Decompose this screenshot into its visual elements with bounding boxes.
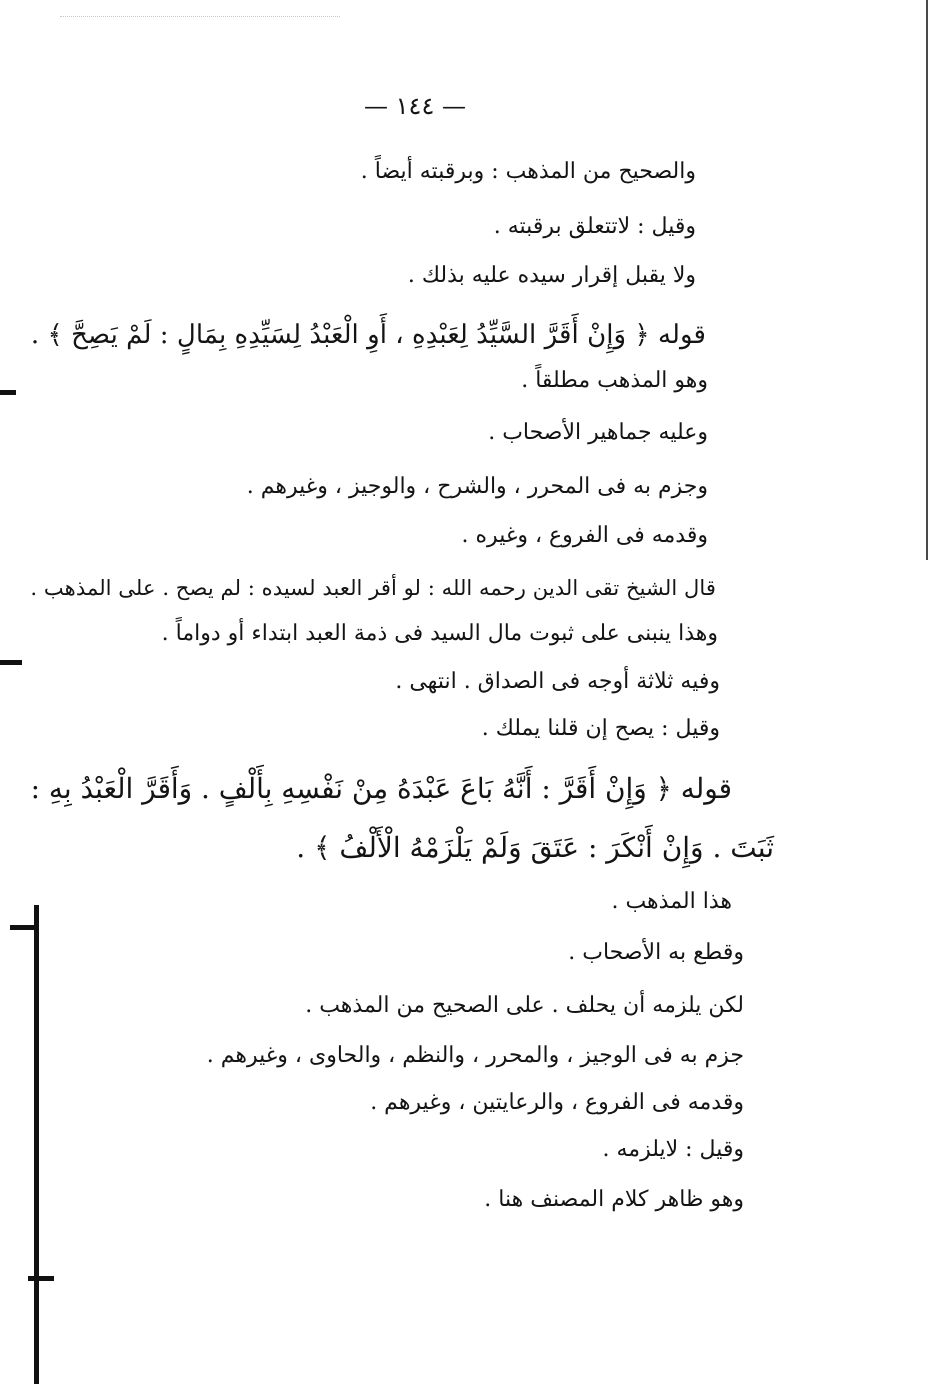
text-line: وهذا ينبنى على ثبوت مال السيد فى ذمة العبد ابتداء أو دواماً .	[161, 621, 718, 646]
binding-mark	[0, 390, 16, 395]
binding-line	[34, 905, 39, 1384]
text-line: وقطع به الأصحاب .	[568, 940, 744, 965]
text-line: وقيل : لاتتعلق برقبته .	[493, 214, 696, 239]
text-line: قال الشيخ تقى الدين رحمه الله : لو أقر العبد لسيده : لم يصح . على المذهب .	[30, 575, 716, 600]
text-line: وهو ظاهر كلام المصنف هنا .	[484, 1187, 744, 1212]
text-line: وعليه جماهير الأصحاب .	[488, 420, 708, 445]
text-line: جزم به فى الوجيز ، والمحرر ، والنظم ، والحاوى ، وغيرهم .	[206, 1043, 744, 1068]
page-number: — ١٤٤ —	[364, 92, 466, 120]
quoted-verse-line: قوله ﴿ وَإِنْ أَقَرَّ : أَنَّهُ بَاعَ عَبْدَهُ مِنْ نَفْسِهِ بِأَلْفٍ . وَأَقَرَّ الْعَبْدُ بِهِ :	[30, 772, 732, 805]
text-line: هذا المذهب .	[611, 889, 732, 914]
text-line: وقيل : يصح إن قلنا يملك .	[481, 716, 720, 741]
text-line: وجزم به فى المحرر ، والشرح ، والوجيز ، وغيرهم .	[246, 474, 708, 499]
scan-dotted-line	[60, 16, 340, 17]
text-line: وفيه ثلاثة أوجه فى الصداق . انتهى .	[395, 669, 720, 694]
quoted-verse-line: قوله ﴿ وَإِنْ أَقَرَّ السَّيِّدُ لِعَبْدِهِ ، أَوِ الْعَبْدُ لِسَيِّدِهِ بِمَالٍ : لَمْ يَصِحَّ ﴾ .	[30, 320, 706, 350]
text-line: وقدمه فى الفروع ، وغيره .	[461, 523, 708, 548]
binding-mark	[0, 660, 22, 665]
text-line: وهو المذهب مطلقاً .	[521, 368, 708, 393]
binding-mark	[28, 1276, 54, 1281]
text-line: ولا يقبل إقرار سيده عليه بذلك .	[407, 263, 696, 288]
binding-mark	[10, 925, 38, 930]
text-line: وقيل : لايلزمه .	[602, 1137, 744, 1162]
quoted-verse-line: ثَبَتَ . وَإِنْ أَنْكَرَ : عَتَقَ وَلَمْ يَلْزَمْهُ الْأَلْفُ ﴾ .	[296, 831, 774, 864]
text-line: وقدمه فى الفروع ، والرعايتين ، وغيرهم .	[370, 1090, 744, 1115]
text-line: والصحيح من المذهب : وبرقبته أيضاً .	[360, 159, 696, 184]
text-line: لكن يلزمه أن يحلف . على الصحيح من المذهب .	[305, 993, 744, 1018]
scan-right-edge	[926, 0, 928, 560]
